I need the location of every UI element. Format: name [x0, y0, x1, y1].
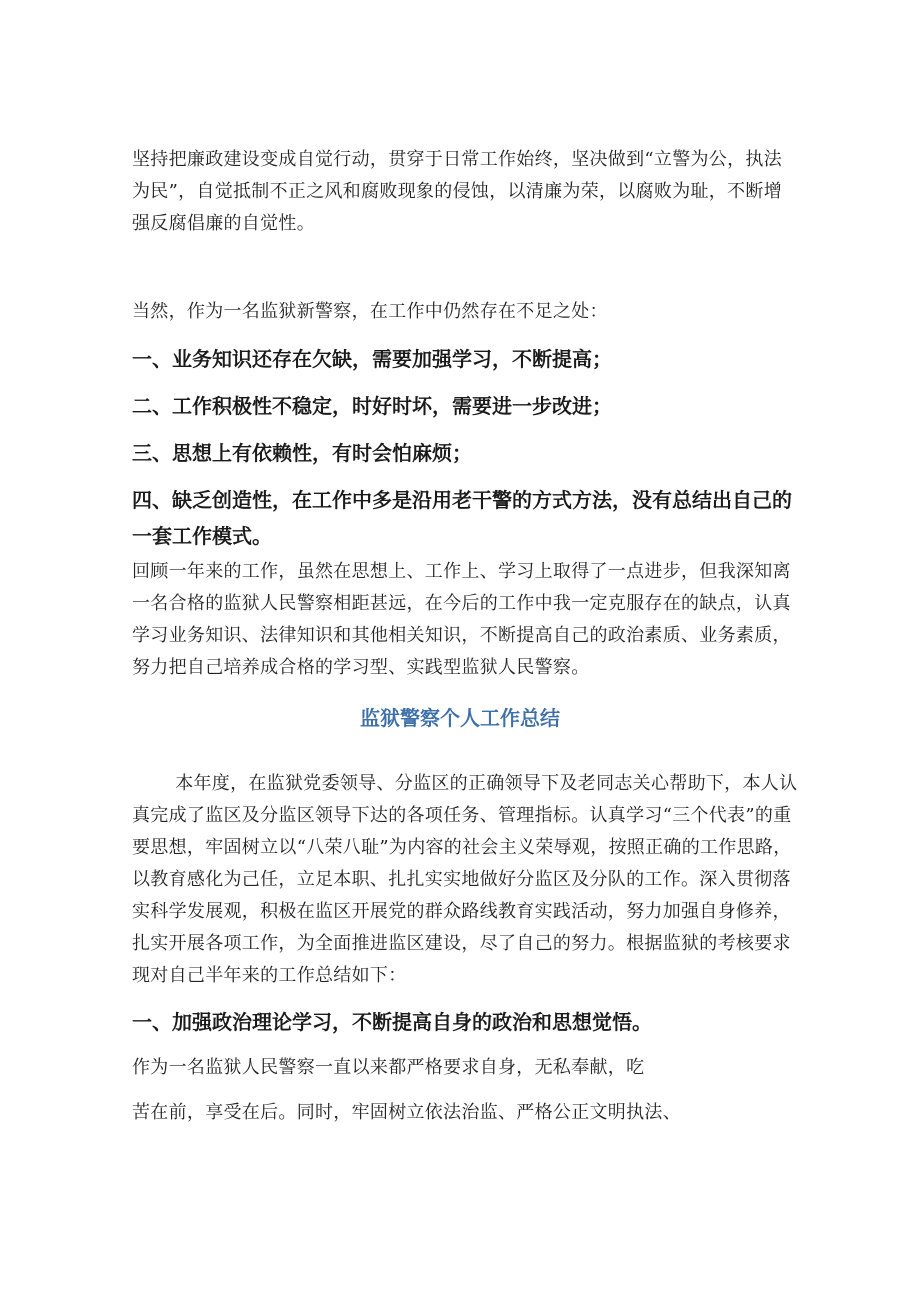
- shortcoming-item-4: 四、缺乏创造性，在工作中多是沿用老干警的方式方法，没有总结出自己的一套工作模式。: [132, 488, 792, 548]
- shortcoming-item-3: 三、思想上有依赖性，有时会怕麻烦；: [132, 441, 472, 465]
- paragraph-integrity: 坚持把廉政建设变成自觉行动，贯穿于日常工作始终，坚决做到“立警为公，执法为民”，自觉抵制不正之风和腐败现象的侵蚀，以清廉为荣，以腐败为耻，不断增强反腐倡廉的自觉性。: [132, 149, 782, 234]
- section-heading-political-study: 一、加强政治理论学习，不断提高自身的政治和思想觉悟。: [132, 1010, 652, 1034]
- shortcoming-item-2: 二、工作积极性不稳定，时好时坏，需要进一步改进；: [132, 394, 612, 418]
- paragraph-review: 回顾一年来的工作，虽然在思想上、工作上、学习上取得了一点进步，但我深知离一名合格的监狱人民警察相距甚远，在今后的工作中我一定克服存在的缺点，认真学习业务知识、法律知识和其他相关知识，不断提高自己的政治素质、业务素质，努力把自己培养成合格的学习型、实践型监狱人民警察。: [132, 561, 791, 678]
- shortcoming-item-1: 一、业务知识还存在欠缺，需要加强学习，不断提高；: [132, 347, 612, 371]
- section-title: 监狱警察个人工作总结: [360, 706, 560, 730]
- paragraph-annual-summary: 本年度，在监狱党委领导、分监区的正确领导下及老同志关心帮助下，本人认真完成了监区及分监区领导下达的各项任务、管理指标。认真学习“三个代表”的重要思想，牢固树立以“八荣八耻”为内容的社会主义荣辱观，按照正确的工作思路，以教育感化为己任，立足本职、扎扎实实地做好分监区及分队的工作。深入贯彻落实科学发展观，积极在监区开展党的群众路线教育实践活动，努力加强自身修养，扎实开展各项工作，为全面推进监区建设，尽了自己的努力。根据监狱的考核要求现对自己半年来的工作总结如下：: [132, 773, 798, 986]
- paragraph-shortcomings-intro: 当然，作为一名监狱新警察，在工作中仍然存在不足之处：: [132, 301, 608, 322]
- paragraph-body-line-1: 作为一名监狱人民警察一直以来都严格要求自身，无私奉献，吃: [132, 1057, 645, 1078]
- paragraph-body-line-2: 苦在前，享受在后。同时，牢固树立依法治监、严格公正文明执法、: [132, 1102, 681, 1123]
